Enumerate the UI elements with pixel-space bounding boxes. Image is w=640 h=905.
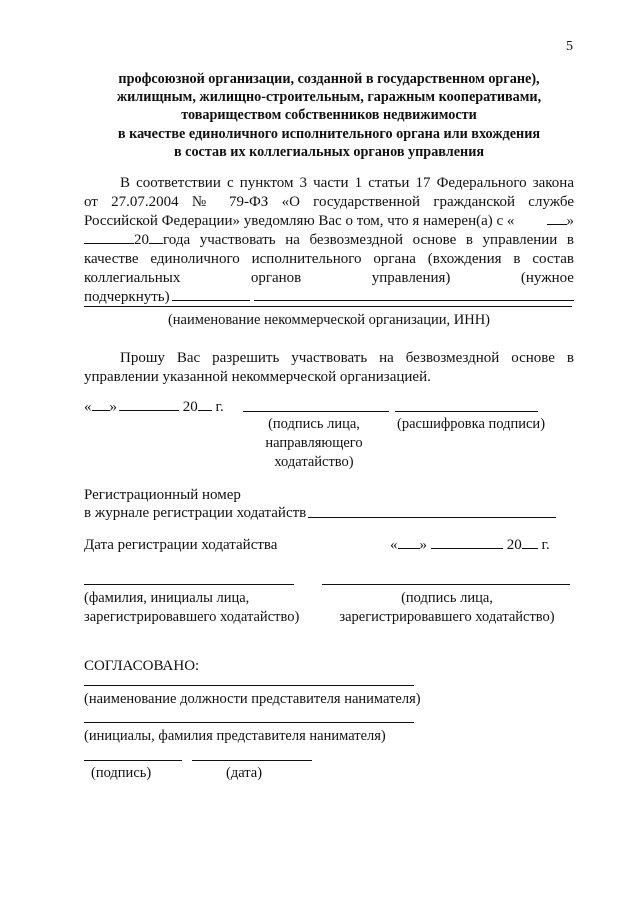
heading-line: в качестве единоличного исполнительного органа или вхождения — [117, 125, 541, 142]
text-line — [84, 212, 574, 231]
registration-label: Регистрационный номер — [84, 487, 241, 503]
registration-date-label: Дата регистрации ходатайства — [84, 537, 278, 553]
signature-line — [243, 411, 389, 412]
page-number: 5 — [566, 39, 573, 54]
caption-line: (подпись лица, — [401, 590, 493, 606]
caption-line: (подпись лица, — [268, 416, 360, 432]
registration-date — [390, 536, 550, 555]
day-blank — [547, 212, 567, 225]
text-fragment: » — [109, 399, 117, 415]
year-blank — [522, 536, 538, 549]
registrar-name-caption — [84, 589, 299, 627]
text-line: Прошу Вас разрешить участвовать на безвозмездной основе в — [120, 350, 574, 366]
text-line — [84, 269, 574, 288]
heading-line: профсоюзной организации, созданной в государственном органе), — [118, 71, 540, 87]
text-fragment: подчеркнуть) — [84, 289, 170, 305]
heading-line: жилищным, жилищно-строительным, гаражным кооперативами, — [116, 89, 542, 106]
approval-signature-caption: (подпись) — [91, 765, 152, 781]
text-line: от 27.07.2004 № 79-ФЗ «О государственной гражданской службе — [84, 194, 574, 210]
text-line: управлении указанной некоммерческой организацией. — [84, 369, 431, 385]
day-blank — [398, 536, 420, 549]
year-blank — [149, 231, 163, 244]
year-blank — [198, 398, 212, 411]
text-fragment: г. — [211, 399, 224, 415]
name-line — [84, 722, 414, 723]
caption-line: направляющего — [265, 435, 363, 451]
text-fragment: 20 — [134, 232, 149, 248]
notification-paragraph — [84, 174, 574, 307]
request-paragraph — [84, 349, 574, 387]
caption-line: зарегистрировавшего ходатайство) — [339, 609, 555, 625]
approval-signature-line — [84, 760, 182, 761]
approval-date-caption: (дата) — [226, 765, 263, 781]
month-blank — [431, 536, 503, 549]
registrar-signature-line — [322, 584, 570, 585]
text-line: В соответствии с пунктом 3 части 1 статьи 17 Федерального закона — [120, 175, 574, 191]
organization-line — [84, 306, 572, 307]
text-fragment: (нужное — [520, 270, 574, 286]
approval-title: СОГЛАСОВАНО: — [84, 658, 200, 674]
registrar-name-line — [84, 584, 294, 585]
organization-blank — [254, 288, 574, 301]
text-line — [84, 231, 574, 250]
text-fragment: 20 — [503, 537, 522, 553]
registration-number-line — [308, 517, 556, 518]
text-fragment: года участвовать на безвозмездной основе в управлении в — [163, 232, 574, 248]
month-blank — [84, 231, 134, 244]
text-fragment: « — [390, 537, 398, 553]
text-fragment: « — [84, 399, 92, 415]
position-line — [84, 685, 414, 686]
caption-line: (фамилия, инициалы лица, — [84, 590, 250, 606]
text-fragment: г. — [537, 537, 550, 553]
decoding-caption: (расшифровка подписи) — [397, 416, 546, 432]
text-line — [84, 288, 574, 307]
position-caption: (наименование должности представителя нанимателя) — [84, 691, 421, 707]
organization-blank — [172, 288, 250, 301]
day-blank — [92, 398, 110, 411]
approval-date-line — [192, 760, 312, 761]
text-fragment: коллегиальных — [84, 270, 181, 286]
heading-line: в состав их коллегиальных органов управления — [173, 143, 485, 160]
signature-date — [84, 398, 224, 417]
registration-label: в журнале регистрации ходатайств — [84, 505, 307, 521]
caption-line: ходатайство) — [274, 454, 354, 470]
registrar-signature-caption — [322, 589, 572, 627]
text-fragment: органов — [250, 270, 302, 286]
text-fragment: управления) — [371, 270, 451, 286]
text-fragment: 20 — [179, 399, 198, 415]
organization-caption: (наименование некоммерческой организации, ИНН) — [167, 312, 491, 328]
heading-line: товариществом собственников недвижимости — [181, 107, 477, 124]
text-fragment: » — [566, 213, 574, 229]
text-fragment: Российской Федерации» уведомляю Вас о том, что я намерен(а) с « — [84, 213, 515, 229]
caption-line: зарегистрировавшего ходатайство) — [84, 609, 300, 625]
text-line: качестве единоличного исполнительного органа (вхождения в состав — [84, 251, 574, 267]
signature-caption — [244, 415, 384, 472]
month-blank — [119, 398, 179, 411]
decoding-line — [395, 411, 538, 412]
form-heading — [84, 70, 574, 161]
text-fragment: » — [419, 537, 427, 553]
name-caption: (инициалы, фамилия представителя нанимателя) — [84, 728, 386, 744]
